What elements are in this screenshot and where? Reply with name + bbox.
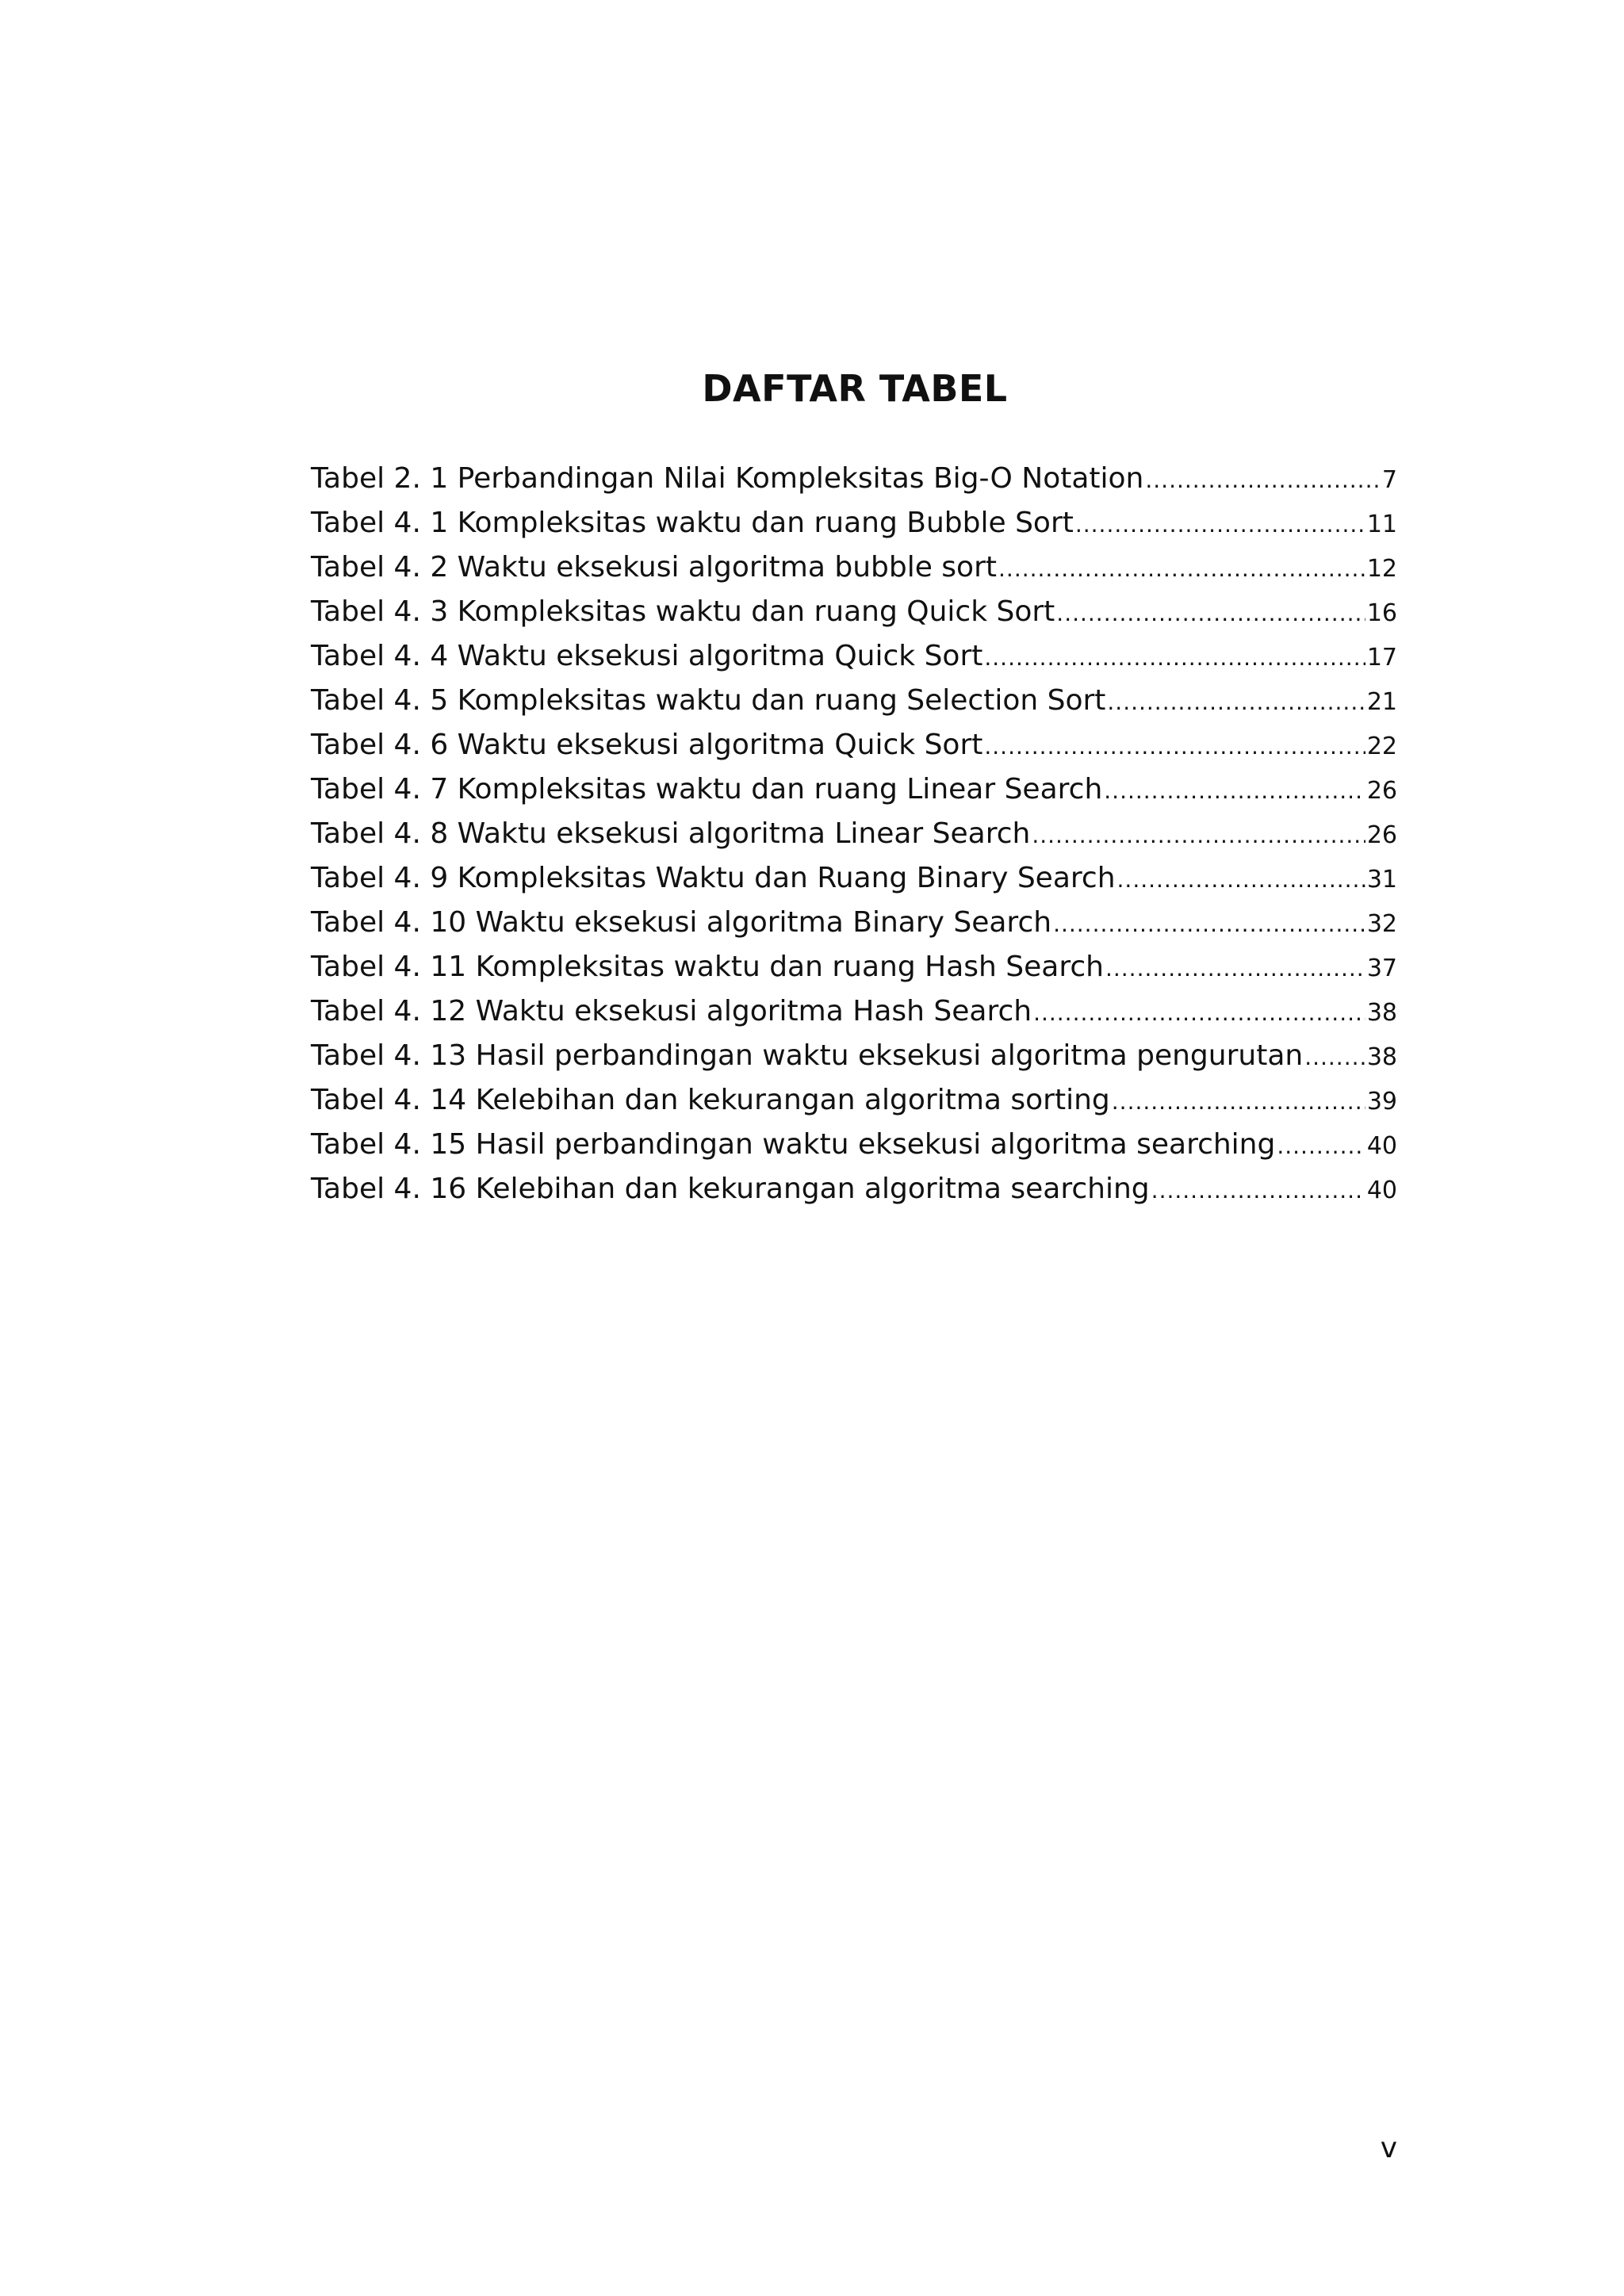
toc-dot-leader — [1145, 458, 1381, 503]
toc-entry-label: Tabel 4. 1 Kompleksitas waktu dan ruang Bubble Sort — [311, 507, 1074, 539]
toc-dot-leader — [1277, 1124, 1365, 1169]
toc-entry[interactable] — [311, 945, 1397, 989]
toc-entry-page-number: 40 — [1366, 1132, 1397, 1160]
toc-dot-leader — [1304, 1035, 1365, 1080]
toc-entry-page-number: 16 — [1366, 599, 1397, 627]
toc-entry-label: Tabel 4. 2 Waktu eksekusi algoritma bubble sort — [311, 551, 998, 584]
toc-dot-leader — [1056, 591, 1365, 636]
toc-entry-page-number: 38 — [1366, 999, 1397, 1027]
toc-dot-leader — [1112, 1080, 1365, 1124]
toc-entry-label: Tabel 4. 10 Waktu eksekusi algoritma Binary Search — [311, 906, 1052, 939]
toc-entry-page-number: 37 — [1366, 955, 1397, 982]
toc-entry-page-number: 26 — [1366, 777, 1397, 805]
toc-dot-leader — [1105, 947, 1365, 991]
page-number: v — [1380, 2132, 1397, 2164]
toc-entry-label: Tabel 4. 14 Kelebihan dan kekurangan algoritma sorting — [311, 1084, 1110, 1116]
toc-entry-page-number: 7 — [1381, 466, 1397, 494]
toc-entry[interactable] — [311, 501, 1397, 545]
toc-entry[interactable] — [311, 590, 1397, 634]
toc-entry-page-number: 26 — [1366, 821, 1397, 849]
toc-entry-label: Tabel 4. 13 Hasil perbandingan waktu eksekusi algoritma pengurutan — [311, 1039, 1304, 1072]
toc-dot-leader — [998, 547, 1365, 591]
toc-dot-leader — [1104, 769, 1365, 813]
toc-entry-label: Tabel 4. 15 Hasil perbandingan waktu eksekusi algoritma searching — [311, 1128, 1276, 1161]
toc-entry-page-number: 11 — [1366, 511, 1397, 538]
toc-entry-page-number: 21 — [1366, 688, 1397, 716]
toc-entry-page-number: 22 — [1366, 733, 1397, 760]
toc-entry-page-number: 17 — [1366, 644, 1397, 672]
toc-dot-leader — [1151, 1169, 1365, 1213]
toc-entry[interactable] — [311, 856, 1397, 901]
toc-entry-page-number: 32 — [1366, 910, 1397, 938]
toc-dot-leader — [1032, 813, 1365, 858]
toc-entry-label: Tabel 4. 6 Waktu eksekusi algoritma Quick Sort — [311, 729, 983, 761]
toc-entry[interactable] — [311, 723, 1397, 767]
toc-entry-page-number: 38 — [1366, 1043, 1397, 1071]
toc-entry[interactable] — [311, 767, 1397, 812]
toc-dot-leader — [1033, 991, 1365, 1035]
toc-entry-label: Tabel 4. 7 Kompleksitas waktu dan ruang Linear Search — [311, 773, 1103, 806]
table-of-tables-list — [311, 457, 1397, 1211]
toc-dot-leader — [1107, 680, 1365, 725]
toc-entry-label: Tabel 4. 16 Kelebihan dan kekurangan algoritma searching — [311, 1173, 1150, 1205]
toc-entry[interactable] — [311, 1167, 1397, 1211]
toc-entry-label: Tabel 4. 5 Kompleksitas waktu dan ruang Selection Sort — [311, 684, 1106, 717]
toc-entry[interactable] — [311, 1078, 1397, 1123]
toc-entry-label: Tabel 2. 1 Perbandingan Nilai Kompleksitas Big-O Notation — [311, 462, 1144, 495]
toc-entry[interactable] — [311, 812, 1397, 856]
toc-entry-label: Tabel 4. 3 Kompleksitas waktu dan ruang Quick Sort — [311, 595, 1055, 628]
toc-entry-label: Tabel 4. 11 Kompleksitas waktu dan ruang Hash Search — [311, 951, 1104, 983]
toc-entry[interactable] — [311, 545, 1397, 590]
toc-entry[interactable] — [311, 989, 1397, 1034]
toc-entry-page-number: 12 — [1366, 555, 1397, 583]
toc-entry-label: Tabel 4. 4 Waktu eksekusi algoritma Quick Sort — [311, 640, 983, 672]
toc-dot-leader — [984, 725, 1365, 769]
toc-entry[interactable] — [311, 634, 1397, 679]
page-title: DAFTAR TABEL — [702, 366, 1008, 410]
toc-dot-leader — [984, 636, 1365, 680]
toc-entry-page-number: 40 — [1366, 1177, 1397, 1204]
toc-dot-leader — [1117, 858, 1365, 902]
toc-entry[interactable] — [311, 901, 1397, 945]
toc-entry[interactable] — [311, 457, 1397, 501]
toc-entry-label: Tabel 4. 9 Kompleksitas Waktu dan Ruang Binary Search — [311, 862, 1116, 894]
toc-dot-leader — [1053, 902, 1365, 947]
toc-entry[interactable] — [311, 1123, 1397, 1167]
toc-entry-label: Tabel 4. 8 Waktu eksekusi algoritma Linear Search — [311, 817, 1031, 850]
toc-entry-page-number: 31 — [1366, 866, 1397, 894]
toc-dot-leader — [1075, 503, 1365, 547]
toc-entry[interactable] — [311, 1034, 1397, 1078]
toc-entry[interactable] — [311, 679, 1397, 723]
toc-entry-page-number: 39 — [1366, 1088, 1397, 1115]
toc-entry-label: Tabel 4. 12 Waktu eksekusi algoritma Hash Search — [311, 995, 1032, 1027]
